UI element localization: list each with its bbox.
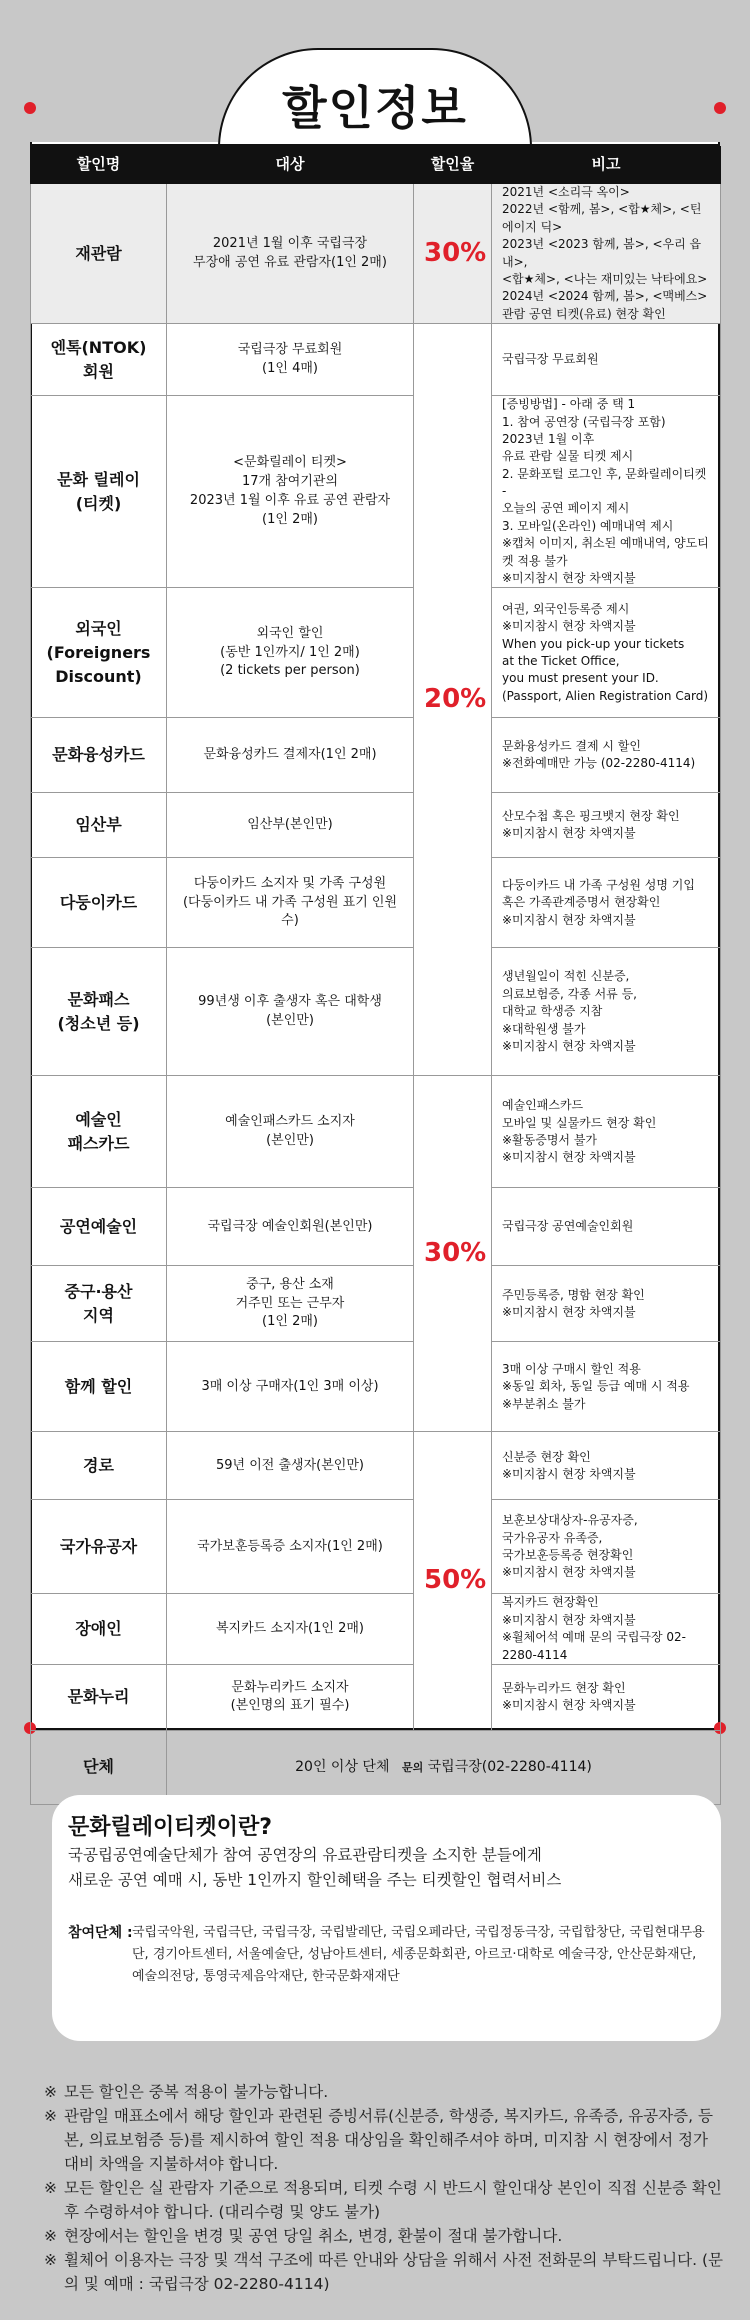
table-row — [31, 858, 721, 948]
table-row — [31, 1594, 721, 1665]
row-note: [증빙방법] - 아래 중 택 1 1. 참여 공연장 (국립극장 포함) 2023년 1월 이후 유료 관람 실물 티켓 제시 2. 문화포털 로그인 후, 문화릴레이티켓 - 오늘의 공연 페이지 제시 3. 모바일(온라인) 예매내역 제시 ※캡처 이미지, 취소된 예매내역, 양도티켓 적용 불가 ※미지참시 현장 차액지불 — [492, 396, 721, 588]
row-name: 장애인 — [31, 1594, 167, 1665]
discount-table — [30, 146, 721, 1805]
relay-description: 국공립공연예술단체가 참여 공연장의 유료관람티켓을 소지한 분들에게 새로운 공연 예매 시, 동반 1인까지 할인혜택을 주는 티켓할인 협력서비스 — [68, 1846, 562, 1889]
table-row — [31, 1432, 721, 1500]
row-name: 함께 할인 — [31, 1342, 167, 1432]
row-name: 문화패스 (청소년 등) — [31, 948, 167, 1076]
row-name: 재관람 — [31, 184, 167, 324]
row-target: 2021년 1월 이후 국립극장 무장애 공연 유료 관람자(1인 2매) — [167, 184, 414, 324]
group-name: 단체 — [31, 1730, 167, 1804]
table-row — [31, 1500, 721, 1594]
row-note: 보훈보상대상자-유공자증, 국가유공자 유족증, 국가보훈등록증 현장확인 ※미지참시 현장 차액지불 — [492, 1500, 721, 1594]
table-row — [31, 1266, 721, 1342]
notice-text: 현장에서는 할인을 변경 및 공연 당일 취소, 변경, 환불이 절대 불가합니다. — [64, 2227, 563, 2246]
row-target: 3매 이상 구매자(1인 3매 이상) — [167, 1342, 414, 1432]
row-note: 예술인패스카드 모바일 및 실물카드 현장 확인 ※활동증명서 불가 ※미지참시 현장 차액지불 — [492, 1076, 721, 1188]
rate-value: 30% — [414, 1076, 492, 1432]
notice-item — [44, 2104, 724, 2176]
row-name: 중구·용산 지역 — [31, 1266, 167, 1342]
table-row — [31, 948, 721, 1076]
row-note: 2021년 <소리극 옥이> 2022년 <함께, 봄>, <합★체>, <틴에이지 딕> 2023년 <2023 함께, 봄>, <우리 읍내>, <합★체>, <나는 재미있는 낙타에요> 2024년 <2024 함께, 봄>, <맥베스> 관람 공연 티켓(유료) 현장 확인 — [492, 184, 721, 324]
row-name: 문화누리 — [31, 1664, 167, 1730]
notice-text: 모든 할인은 실 관람자 기준으로 적용되며, 티켓 수령 시 반드시 할인대상 본인이 직접 신분증 확인 후 수령하셔야 합니다. (대리수령 및 양도 불가) — [64, 2179, 722, 2222]
header-note: 비고 — [492, 147, 721, 184]
header-rate: 할인율 — [414, 147, 492, 184]
row-target: 국립극장 무료회원 (1인 4매) — [167, 324, 414, 396]
notice-item — [44, 2176, 724, 2224]
notice-text: 휠체어 이용자는 극장 및 객석 구조에 따른 안내와 상담을 위해서 사전 전화문의 부탁드립니다. (문의 및 예매 : 국립극장 02-2280-4114) — [64, 2251, 723, 2294]
notice-text: 관람일 매표소에서 해당 할인과 관련된 증빙서류(신분증, 학생증, 복지카드, 유족증, 유공자증, 등본, 의료보험증 등)를 제시하여 할인 적용 대상임을 확인해주셔야 하며, 미지참 시 현장에서 정가 대비 차액을 지불하셔야 합니다. — [64, 2107, 713, 2174]
row-note: 국립극장 공연예술인회원 — [492, 1188, 721, 1266]
table-row — [31, 1664, 721, 1730]
row-target: 국가보훈등록증 소지자(1인 2매) — [167, 1500, 414, 1594]
row-note: 3매 이상 구매시 할인 적용 ※동일 회차, 동일 등급 예매 시 적용 ※부분취소 불가 — [492, 1342, 721, 1432]
row-name: 국가유공자 — [31, 1500, 167, 1594]
notice-mark: ※ — [44, 2251, 57, 2270]
table-header-row — [31, 147, 721, 184]
table-row — [31, 793, 721, 858]
row-target: 복지카드 소지자(1인 2매) — [167, 1594, 414, 1665]
group-contact-label: 문의 — [401, 1761, 424, 1775]
row-note: 다둥이카드 내 가족 구성원 성명 기입 혹은 가족관계증명서 현장확인 ※미지참시 현장 차액지불 — [492, 858, 721, 948]
notice-item — [44, 2224, 724, 2248]
row-name: 경로 — [31, 1432, 167, 1500]
row-name: 예술인 패스카드 — [31, 1076, 167, 1188]
row-target: 국립극장 예술인회원(본인만) — [167, 1188, 414, 1266]
row-target: 59년 이전 출생자(본인만) — [167, 1432, 414, 1500]
notice-item — [44, 2248, 724, 2296]
relay-title: 문화릴레이티켓이란? — [68, 1815, 273, 1840]
group-info — [167, 1730, 721, 1804]
row-note: 복지카드 현장확인 ※미지참시 현장 차액지불 ※휠체어석 예매 문의 국립극장 02-2280-4114 — [492, 1594, 721, 1665]
table-row — [31, 588, 721, 718]
page-title: 할인정보 — [282, 81, 468, 135]
corner-dot — [714, 102, 726, 114]
row-name: 문화융성카드 — [31, 718, 167, 793]
row-target: 외국인 할인 (동반 1인까지/ 1인 2매) (2 tickets per person) — [167, 588, 414, 718]
row-target: 예술인패스카드 소지자 (본인만) — [167, 1076, 414, 1188]
table-row — [31, 1188, 721, 1266]
row-target: <문화릴레이 티켓> 17개 참여기관의 2023년 1월 이후 유료 공연 관람자 (1인 2매) — [167, 396, 414, 588]
row-name: 문화 릴레이 (티켓) — [31, 396, 167, 588]
row-target: 임산부(본인만) — [167, 793, 414, 858]
notice-mark: ※ — [44, 2227, 57, 2246]
rate-value: 20% — [414, 324, 492, 1076]
table-row — [31, 1342, 721, 1432]
row-name: 다둥이카드 — [31, 858, 167, 948]
row-target: 문화융성카드 결제자(1인 2매) — [167, 718, 414, 793]
group-row — [31, 1730, 721, 1804]
row-note: 국립극장 무료회원 — [492, 324, 721, 396]
notice-mark: ※ — [44, 2179, 57, 2198]
row-name: 공연예술인 — [31, 1188, 167, 1266]
notice-list — [44, 2080, 724, 2296]
row-target: 99년생 이후 출생자 혹은 대학생 (본인만) — [167, 948, 414, 1076]
row-target: 중구, 용산 소재 거주민 또는 근무자 (1인 2매) — [167, 1266, 414, 1342]
row-target: 문화누리카드 소지자 (본인명의 표기 필수) — [167, 1664, 414, 1730]
row-name: 엔톡(NTOK) 회원 — [31, 324, 167, 396]
notice-mark: ※ — [44, 2107, 57, 2126]
row-name: 임산부 — [31, 793, 167, 858]
table-row — [31, 184, 721, 324]
row-note: 문화누리카드 현장 확인 ※미지참시 현장 차액지불 — [492, 1664, 721, 1730]
row-note: 문화융성카드 결제 시 할인 ※전화예매만 가능 (02-2280-4114) — [492, 718, 721, 793]
group-text: 20인 이상 단체 — [295, 1759, 390, 1776]
group-contact: 국립극장(02-2280-4114) — [427, 1759, 592, 1776]
notice-item — [44, 2080, 724, 2104]
row-target: 다둥이카드 소지자 및 가족 구성원 (다둥이카드 내 가족 구성원 표기 인원수) — [167, 858, 414, 948]
table-row — [31, 1076, 721, 1188]
table-row — [31, 718, 721, 793]
participants-list: 국립국악원, 국립극단, 국립극장, 국립발레단, 국립오페라단, 국립정동극장, 국립합창단, 국립현대무용단, 경기아트센터, 서울예술단, 성남아트센터, 세종문화회관, 아르코·대학로 예술극장, 안산문화재단, 예술의전당, 통영국제음악재단, 한국문화재재단 — [132, 1925, 705, 1985]
rate-value: 50% — [414, 1432, 492, 1731]
table-row — [31, 324, 721, 396]
row-note: 여권, 외국인등록증 제시 ※미지참시 현장 차액지불 When you pick-up your tickets at the Ticket Office, you must present your ID. (Passport, Alien Registration Card) — [492, 588, 721, 718]
table-row — [31, 396, 721, 588]
row-name: 외국인 (Foreigners Discount) — [31, 588, 167, 718]
corner-dot — [24, 102, 36, 114]
row-note: 신분증 현장 확인 ※미지참시 현장 차액지불 — [492, 1432, 721, 1500]
header-target: 대상 — [167, 147, 414, 184]
participants-label: 참여단체 : — [68, 1925, 133, 1941]
row-note: 생년월일이 적힌 신분증, 의료보험증, 각종 서류 등, 대학교 학생증 지참 ※대학원생 불가 ※미지참시 현장 차액지불 — [492, 948, 721, 1076]
row-note: 주민등록증, 명함 현장 확인 ※미지참시 현장 차액지불 — [492, 1266, 721, 1342]
notice-text: 모든 할인은 중복 적용이 불가능합니다. — [64, 2083, 329, 2101]
header-name: 할인명 — [31, 147, 167, 184]
row-note: 산모수첩 혹은 핑크뱃지 현장 확인 ※미지참시 현장 차액지불 — [492, 793, 721, 858]
rate-value: 30% — [414, 184, 492, 324]
notice-mark: ※ — [44, 2083, 57, 2101]
